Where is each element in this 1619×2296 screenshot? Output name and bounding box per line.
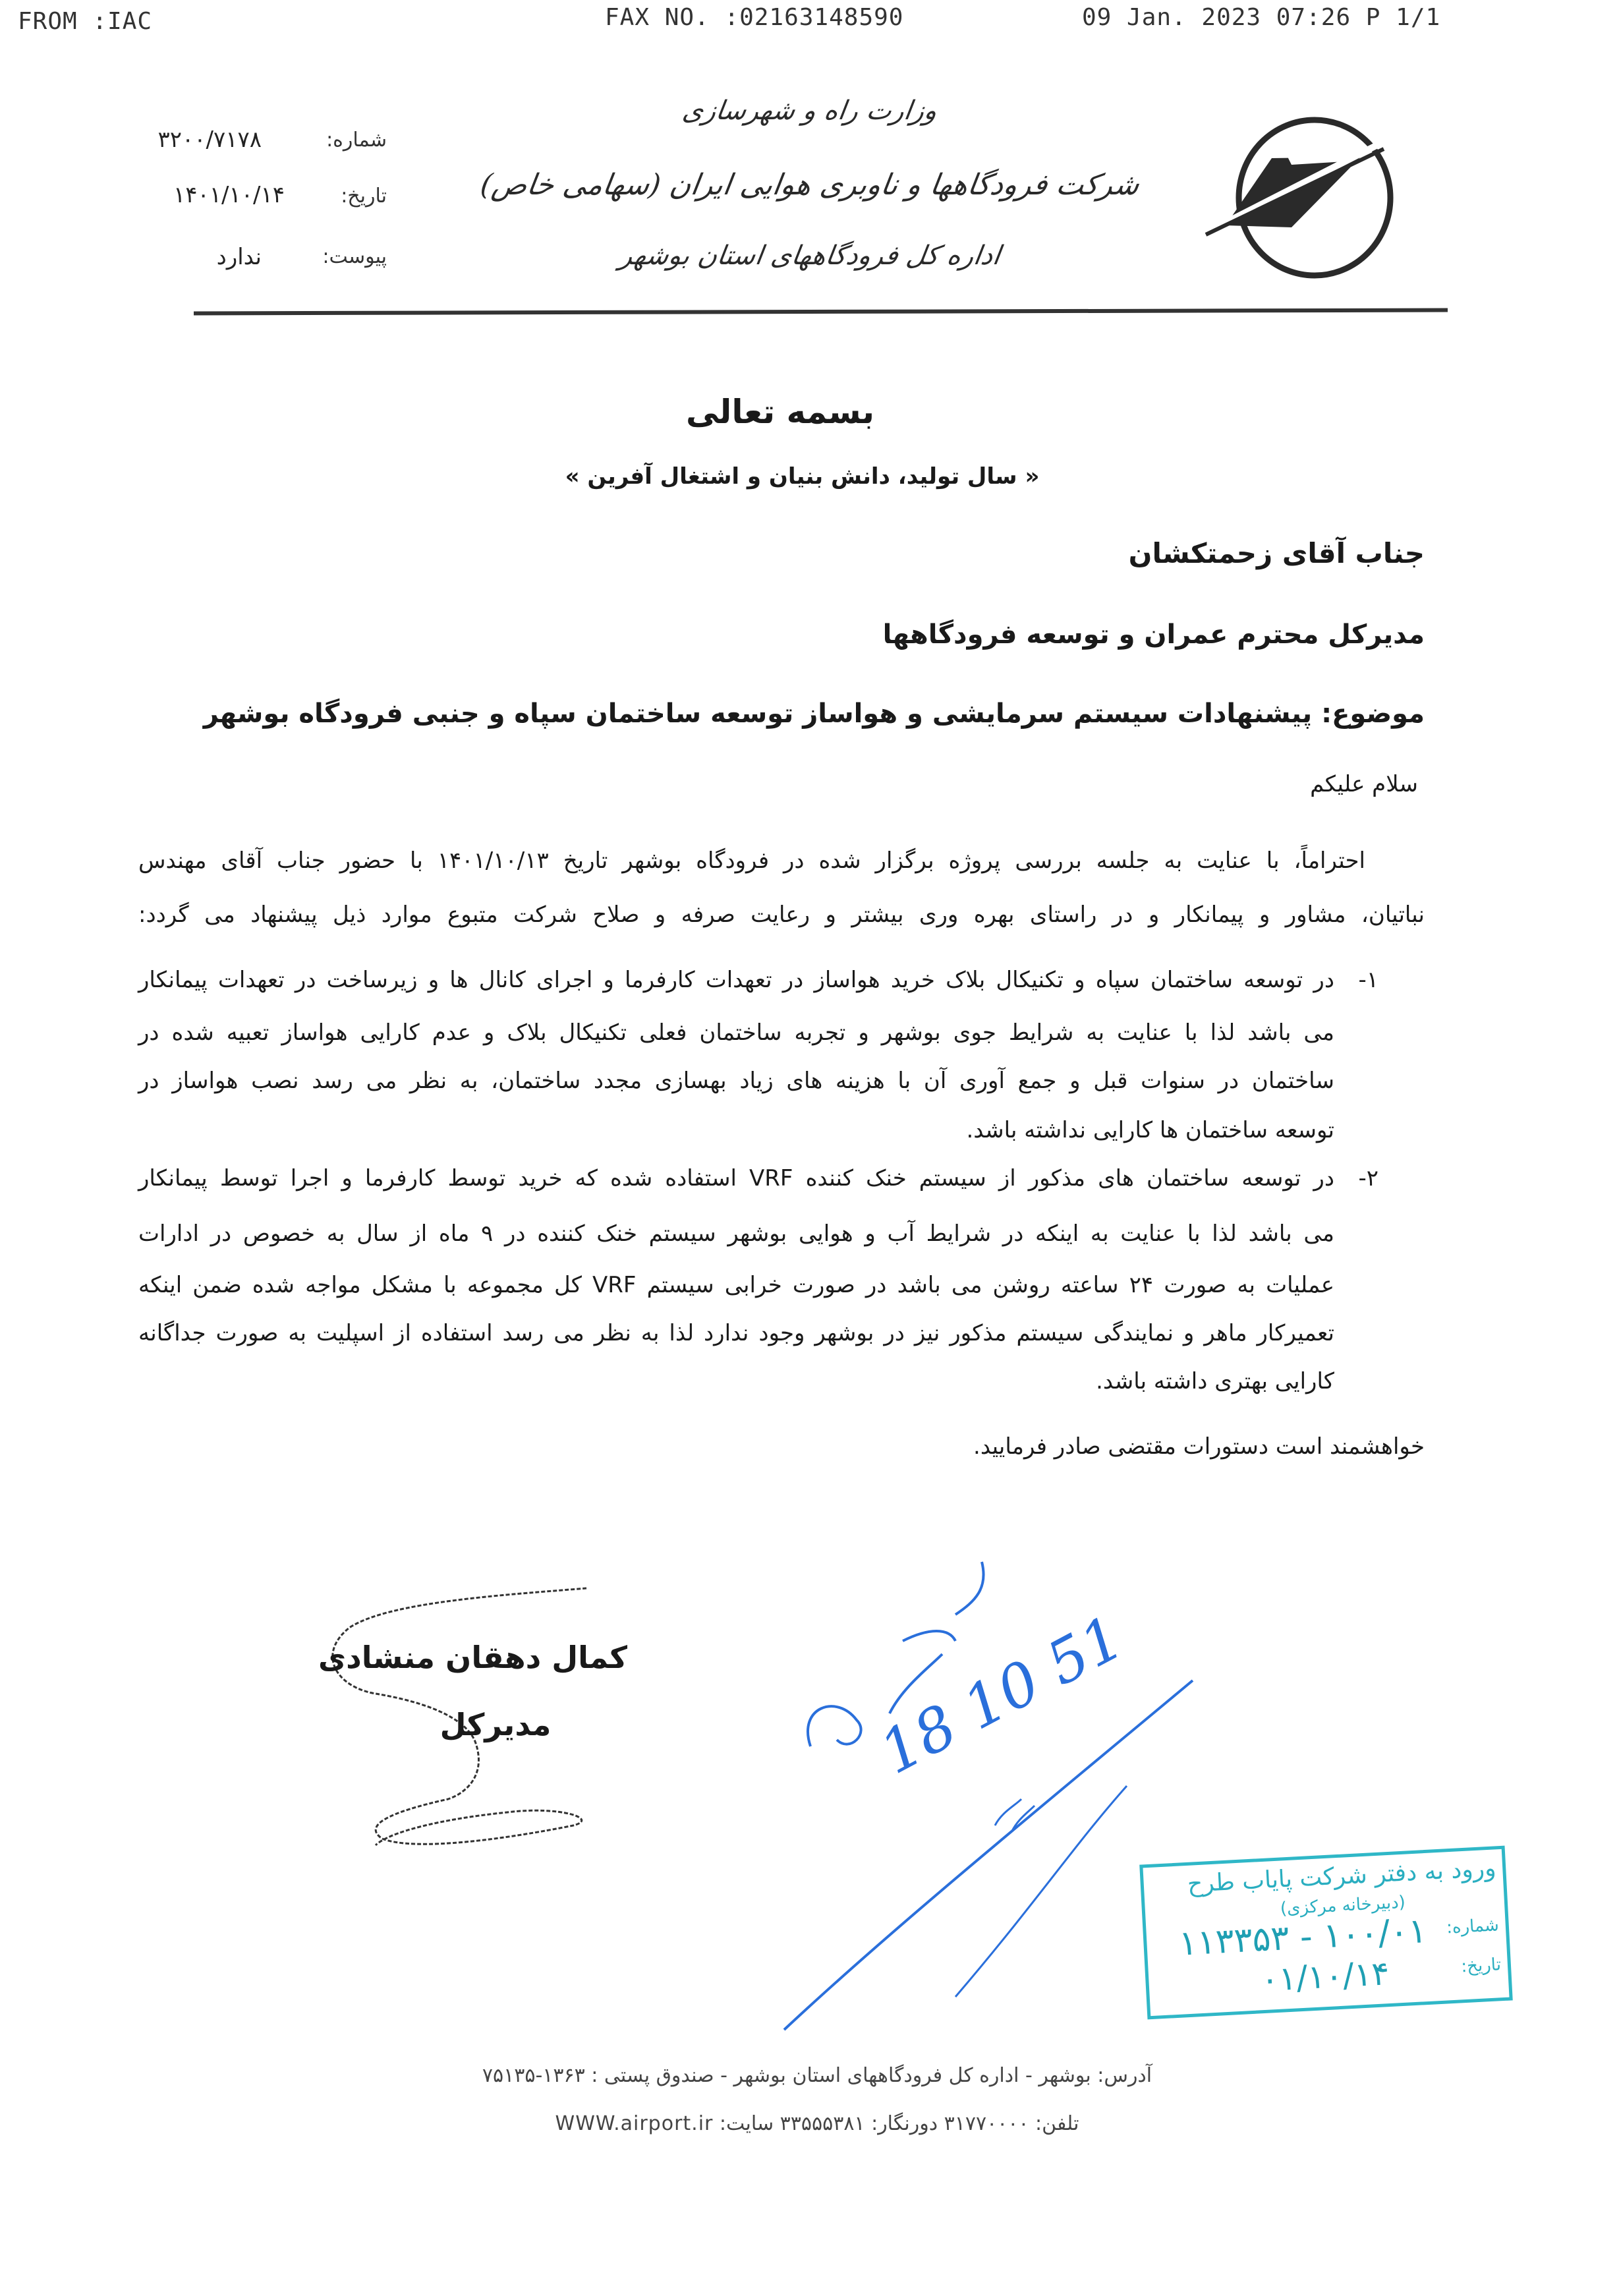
basmala: بسمه تعالی [685,393,875,431]
recipient-title: مدیرکل محترم عمران و توسعه فرودگاهها [882,619,1425,650]
item-line: عملیات به صورت ۲۴ ساعته روشن می باشد در صورت خرابی سیستم VRF کل مجموعه با مشکل مواجه شده ضمن اینکه [138,1272,1334,1298]
ministry-name: وزارت راه و شهرسازی [680,96,940,126]
date-label: تاریخ: [341,185,387,208]
stamp-subtitle: (دبیرخانه مرکزی) [1280,1892,1406,1919]
motto: « سال تولید، دانش بنیان و اشتغال آفرین » [565,463,1040,490]
stamp-date-value: ۰۱/۱۰/۱۴ [1260,1954,1390,1999]
stamp-number-value: ۱۰۰/۰۱ - ۱۱۳۳۵۳ [1178,1911,1428,1964]
item-line: ساختمان در سنوات قبل و جمع آوری آن با هزینه های زیاد بهسازی مجدد ساختمان، به نظر می رسد نصب هواساز در [138,1068,1334,1094]
fax-datetime: 09 Jan. 2023 07:26 P 1/1 [1082,4,1441,31]
airport-company-logo-icon [1186,112,1463,283]
closing-line: خواهشمند است دستورات مقتضی صادر فرمایید. [973,1433,1425,1460]
recipient-name: جناب آقای زحمتکشان [1128,537,1425,569]
date-value: ۱۴۰۱/۱۰/۱۴ [173,182,285,208]
item-line: در توسعه ساختمان های مذکور از سیستم خنک کننده VRF استفاده شده که خرید توسط کارفرما و اجرا توسط پیمانکار [138,1165,1334,1191]
item-line: توسعه ساختمان ها کارایی نداشته باشد. [966,1117,1334,1143]
item-line: می باشد لذا با عنایت به اینکه در شرایط آب و هوایی بوشهر سیستم خنک کننده در ۹ ماه از سال به خصوص در ادارات [138,1220,1334,1247]
signatory-name: کمال دهقان منشادی [318,1640,627,1675]
item-line: کارایی بهتری داشته باشد. [1096,1368,1334,1394]
header-divider [194,308,1448,316]
stamp-title: ورود به دفتر شرکت پایاب طرح [1186,1854,1497,1898]
company-name: شرکت فرودگاهها و ناوبری هوایی ایران (سهامی خاص) [478,168,1142,202]
item-line: در توسعه ساختمان سپاه و تکنیکال بلاک خرید هواساز در تعهدات کارفرما و اجرای کانال ها و زیرساخت در تعهدات پیمانکار [138,967,1334,993]
attachment-value: ندارد [216,244,262,270]
signatory-title: مدیرکل [440,1707,552,1742]
number-value: ۳۲۰۰/۷۱۷۸ [157,127,262,153]
footer-contact: تلفن: ۳۱۷۷۰۰۰۰ دورنگار: ۳۳۵۵۵۳۸۱ سایت: WWW.airport.ir [555,2112,1079,2135]
stamp-date-label: تاریخ: [1460,1955,1502,1977]
subject-line: موضوع: پیشنهادات سیستم سرمایشی و هواساز توسعه ساختمان سپاه و جنبی فرودگاه بوشهر [203,699,1425,729]
greeting: سلام علیکم [1310,771,1418,797]
item-number: ۲- [1358,1165,1378,1191]
handwritten-note: 18 10 51 [868,1603,1135,1788]
item-line: تعمیرکار ماهر و نمایندگی سیستم مذکور نیز در بوشهر وجود ندارد لذا به نظر می رسد استفاده از اسپلیت به صورت جداگانه [138,1320,1334,1346]
fax-number: FAX NO. :02163148590 [605,4,904,31]
fax-from: FROM :IAC [18,8,153,35]
number-label: شماره: [326,129,387,152]
intro-line: نباتیان، مشاور و پیمانکار و در راستای بهره وری بیشتر و رعایت صرفه و صلاح شرکت متبوع موارد ذیل پیشنهاد می گردد: [138,902,1425,928]
item-number: ۱- [1358,967,1378,993]
office-name: اداره کل فرودگاههای استان بوشهر [617,241,1002,271]
footer-address: آدرس: بوشهر - اداره کل فرودگاههای استان بوشهر - صندوق پستی : ۱۳۶۳-۷۵۱۳۵ [482,2064,1152,2087]
attachment-label: پیوست: [322,245,387,268]
intro-line: احتراماً، با عنایت به جلسه بررسی پروژه برگزار شده در فرودگاه بوشهر تاریخ ۱۴۰۱/۱۰/۱۳ با حضور جناب آقای مهندس [138,847,1365,874]
received-stamp [1139,1846,1513,2020]
item-line: می باشد لذا با عنایت به شرایط جوی بوشهر و تجربه ساختمان فعلی تکنیکال بلاک و عدم کارایی هواساز تعبیه شده در [138,1019,1334,1046]
stamp-number-label: شماره: [1446,1915,1500,1938]
